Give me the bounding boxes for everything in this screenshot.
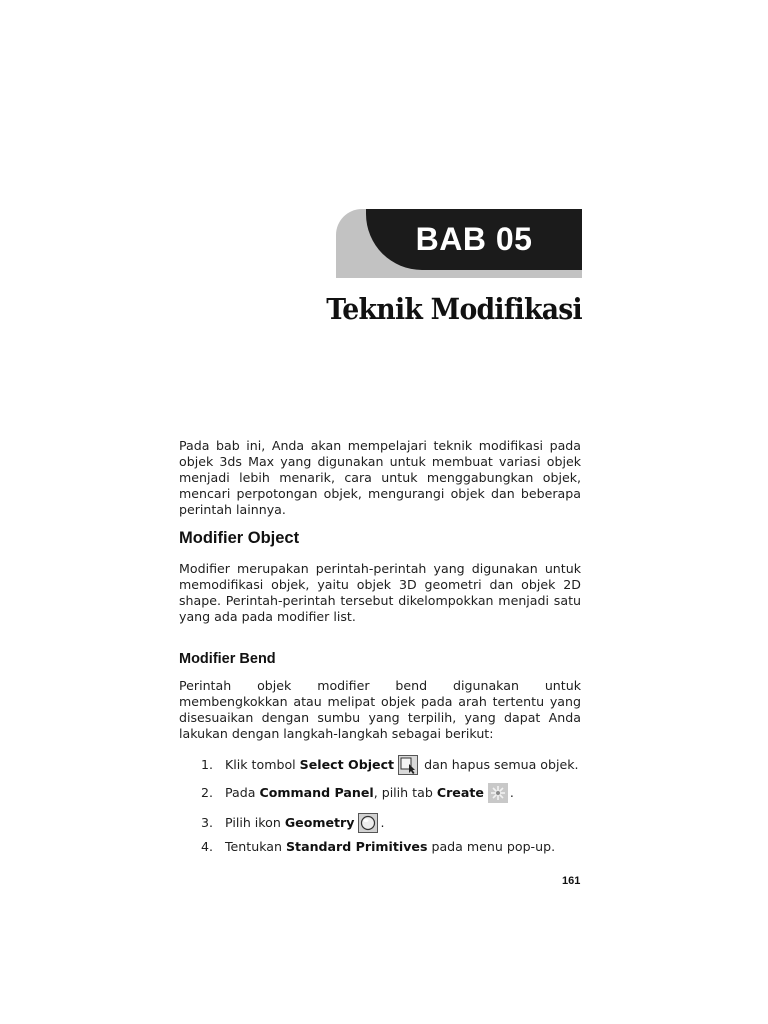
chapter-title: Teknik Modifikasi <box>326 292 582 326</box>
chapter-banner <box>336 209 582 278</box>
step-text-after: . <box>509 785 514 800</box>
create-tab-icon <box>488 783 508 803</box>
step-item-1 <box>201 755 581 775</box>
step-text: Tentukan <box>225 839 286 854</box>
step-number: 2. <box>201 785 214 800</box>
step-keyword: Geometry <box>284 815 355 830</box>
step-item-4 <box>201 839 581 855</box>
step-item-3 <box>201 813 581 833</box>
section-body-modifier-bend: Perintah objek modifier bend digunakan untuk membengkokkan atau melipat objek pada arah tertentu yang disesuaikan dengan sumbu yang terpilih, yang dapat Anda lakukan dengan langkah-langkah sebagai berikut: <box>179 678 581 741</box>
step-text-after: pada menu pop-up. <box>427 839 556 854</box>
step-keyword: Standard Primitives <box>285 839 428 854</box>
step-text-mid: , pilih tab <box>373 785 437 800</box>
page-number: 161 <box>562 875 581 887</box>
step-text-after: . <box>380 815 385 830</box>
chapter-label: BAB 05 <box>415 221 533 257</box>
step-keyword: Select Object <box>299 757 395 772</box>
select-object-icon <box>398 755 418 775</box>
step-number: 1. <box>201 757 214 772</box>
geometry-icon <box>358 813 378 833</box>
step-number: 4. <box>201 839 214 854</box>
step-text: Klik tombol <box>225 757 300 772</box>
step-text: Pada <box>225 785 260 800</box>
step-keyword: Command Panel <box>259 785 374 800</box>
intro-paragraph: Pada bab ini, Anda akan mempelajari teknik modifikasi pada objek 3ds Max yang digunakan untuk membuat variasi objek menjadi lebih menarik, cara untuk menggabungkan objek, mencari perpotongan objek, mengurangi objek dan beberapa perintah lainnya. <box>179 438 581 517</box>
step-text-after: dan hapus semua objek. <box>420 757 579 772</box>
section-heading-modifier-bend: Modifier Bend <box>179 651 276 667</box>
section-heading-modifier-object: Modifier Object <box>179 529 300 547</box>
section-body-modifier-object: Modifier merupakan perintah-perintah yang digunakan untuk memodifikasi objek, yaitu objek 3D geometri dan objek 2D shape. Perintah-perintah tersebut dikelompokkan menjadi satu yang ada pada modifier list. <box>179 561 581 624</box>
step-text: Pilih ikon <box>225 815 285 830</box>
step-keyword-2: Create <box>436 785 484 800</box>
step-item-2 <box>201 783 581 803</box>
step-number: 3. <box>201 815 214 830</box>
